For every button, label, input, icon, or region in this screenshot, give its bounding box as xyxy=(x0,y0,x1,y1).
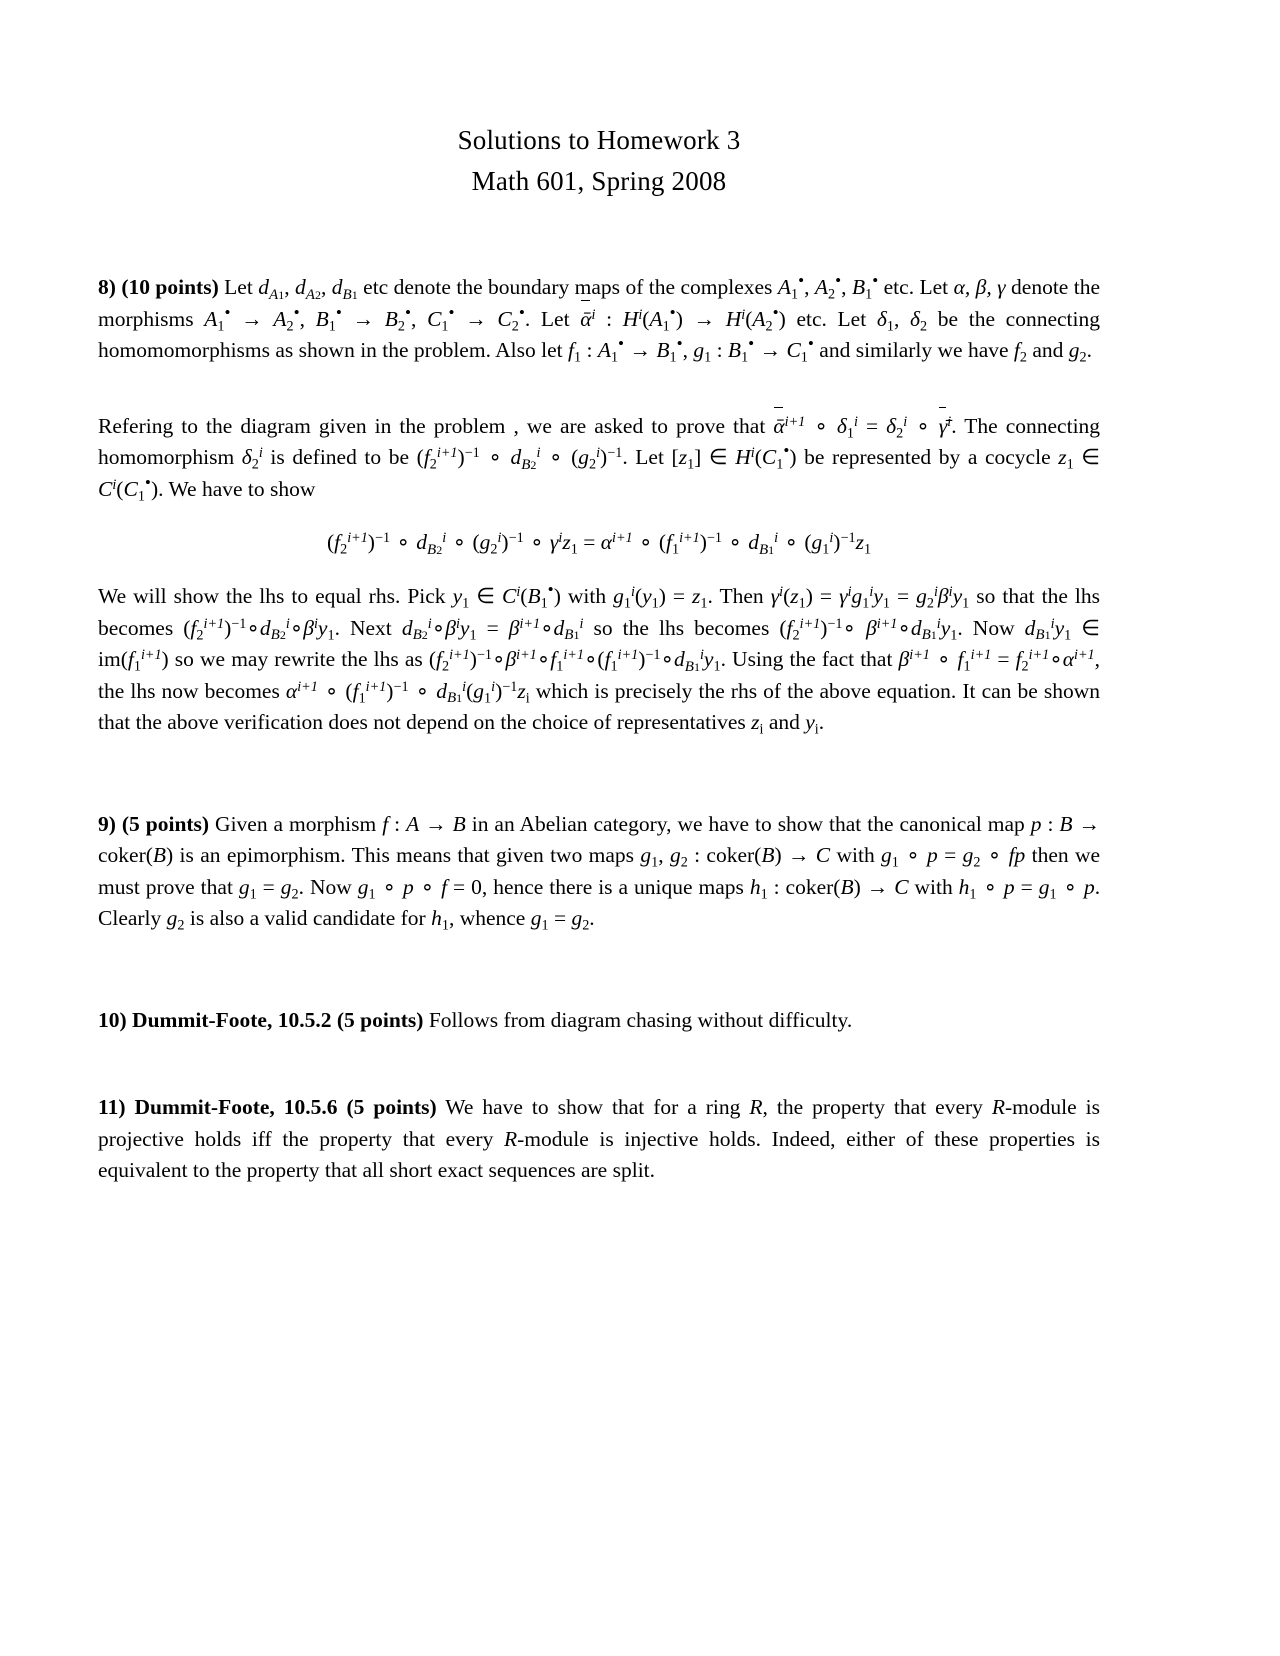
page-content xyxy=(98,0,1100,1213)
problem-8-para-2: Refering to the diagram given in the problem , we are asked to prove that ᾱ$^{i+1}$ ∘ $\delta_1^i = \delta_2^i$ ∘ γ̄$^i$. The connecting homomorphism $\delta_2^i$ is defined to be $(f_2^{i+1})^{-1}$ ∘ $d_{B2}^i$ ∘ $(g_2^i)^{-1}$. Let $[z_1]$ ∈ $H^i(C_1^•)$ be represented by a cocycle $z_1$ ∈ $C^i(C_1^•)$. We have to show xyxy=(98,411,1100,506)
document-title-block xyxy=(98,0,1100,202)
problem-8-intro: 8) (10 points) Let $d_{A1}$, $d_{A2}$, $d_{B1}$ etc denote the boundary maps of the complexes $A_1^•$, $A_2^•$, $B_1^•$ etc. Let α, β, γ denote the morphisms $A_1^• \to A_2^•$, $B_1^• \to B_2^•$, $C_1^• \to C_2^•$. Let ᾱ$^i$ : $H^i(A_1^•) \to H^i(A_2^•)$ etc. Let $\delta_1$, $\delta_2$ be the connecting homomomorphisms as shown in the problem. Also let $f_1$ : $A_1^• \to B_1^•$, $g_1$ : $B_1^• \to C_1^•$ and similarly we have $f_2$ and $g_2$. xyxy=(98,270,1101,366)
problem-8-para-3: We will show the lhs to equal rhs. Pick $y_1$ ∈ $C^i(B_1^•)$ with $g_1^i(y_1) = z_1$. Then $\gamma^i(z_1) = \gamma^ig_1^iy_1 = g_2^i\beta^iy_1$ so that the lhs becomes $(f_2^{i+1})^{-1}\circ d_{B2}^i\circ\beta^iy_1$. Next $d_{B2}^i\circ\beta^iy_1$ = $\beta^{i+1}\circ d_{B1}^i$ so the lhs becomes $(f_2^{i+1})^{-1}\circ$ $\beta^{i+1}\circ d_{B1}^iy_1$. Now $d_{B1}^iy_1$ ∈ $im(f_1^{i+1})$ so we may rewrite the lhs as $(f_2^{i+1})^{-1}\circ\beta^{i+1}\circ f_1^{i+1}\circ(f_1^{i+1})^{-1}\circ d_{B1}^iy_1$. Using the fact that $\beta^{i+1}$ ∘ $f_1^{i+1}$ = $f_2^{i+1}\circ\alpha^{i+1}$, the lhs now becomes $\alpha^{i+1}$ ∘ $(f_1^{i+1})^{-1}$ ∘ $d_{B1}^i(g_1^i)^{-1}z_i$ which is precisely the rhs of the above equation. It can be shown that the above verification does not depend on the choice of representatives $z_i$ and $y_i$. xyxy=(98,579,1100,738)
problem-11-number: 11) xyxy=(98,1095,126,1119)
problem-8-number: 8) xyxy=(98,275,116,299)
spacer xyxy=(98,961,1100,1005)
spacer xyxy=(98,765,1100,809)
document-title: Solutions to Homework 3 xyxy=(457,125,741,155)
problem-9-number: 9) xyxy=(98,811,116,836)
document-body xyxy=(98,272,1100,1187)
spacer xyxy=(98,393,1100,411)
spacer xyxy=(98,1062,1100,1092)
problem-10-text: Follows from diagram chasing without difficulty. xyxy=(428,1007,853,1032)
problem-8-points: (10 points) xyxy=(121,275,219,299)
problem-8-equation: $(f_2^{i+1})^{-1}$ ∘ $d_{B2}^i$ ∘ $(g_2^i)^{-1}$ ∘ $\gamma^iz_1 = \alpha^{i+1}$ ∘ $(f_1^{i+1})^{-1}$ ∘ $d_{B1}^i$ ∘ $(g_1^i)^{-1}z_1$ xyxy=(326,530,872,558)
problem-9: 9) (5 points) Given a morphism f : A → B in an Abelian category, we have to show that the canonical map p : B → coker(B) is an epimorphism. This means that given two maps $g_1$, $g_2$ : coker(B) → C with $g_1$ ∘ $p = g_2$ ∘ fp then we must prove that $g_1 = g_2$. Now $g_1$ ∘ p ∘ f = 0, hence there is a unique maps $h_1$ : coker(B) → C with $h_1$ ∘ $p = g_1$ ∘ p. Clearly $g_2$ is also a valid candidate for $h_1$, whence $g_1 = g_2$. xyxy=(98,811,1101,934)
problem-10-label: Dummit-Foote, 10.5.2 (5 points) xyxy=(132,1007,424,1032)
problem-11: 11) Dummit-Foote, 10.5.6 (5 points) We have to show that for a ring R, the property that every R-module is projective holds iff the property that every R-module is injective holds. Indeed, either of these properties is equivalent to the property that all short exact sequences are split. xyxy=(98,1095,1100,1182)
problem-10 xyxy=(98,1005,1100,1037)
problem-11-label: Dummit-Foote, 10.5.6 (5 points) xyxy=(134,1095,437,1119)
document-subtitle: Math 601, Spring 2008 xyxy=(471,166,727,196)
problem-9-points: (5 points) xyxy=(121,811,210,836)
problem-10-number: 10) xyxy=(98,1007,127,1032)
